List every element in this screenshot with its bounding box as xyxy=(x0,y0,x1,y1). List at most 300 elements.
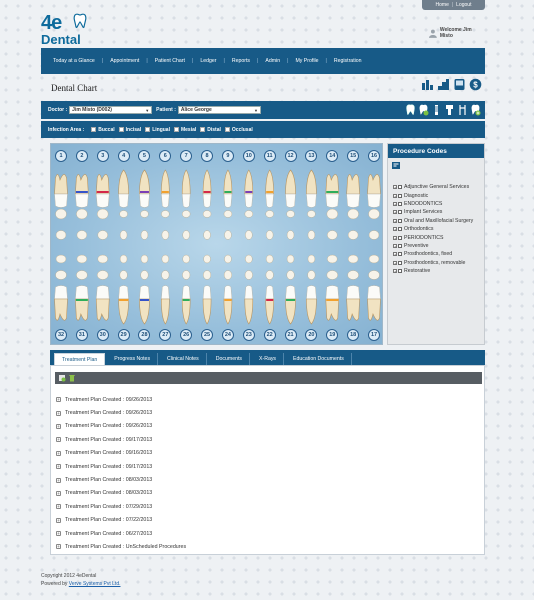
lower-tooth-root xyxy=(347,299,360,320)
upper-tooth-root xyxy=(245,170,253,194)
probe-icon[interactable] xyxy=(457,104,468,116)
checkbox[interactable] xyxy=(145,127,150,132)
expand-icon[interactable]: + xyxy=(394,243,397,249)
treatment-plan-row[interactable] xyxy=(56,514,186,527)
logout-link[interactable]: Logout xyxy=(456,2,472,8)
logo[interactable] xyxy=(41,12,101,48)
procedure-item[interactable] xyxy=(393,242,484,250)
expand-icon[interactable]: + xyxy=(394,193,397,199)
upper-tooth-crown xyxy=(286,194,296,208)
lower-occlusal-view xyxy=(348,271,359,280)
implant-icon[interactable] xyxy=(431,104,442,116)
expand-icon[interactable]: + xyxy=(57,397,60,403)
welcome-message xyxy=(429,27,485,39)
treatment-plan-panel xyxy=(50,365,485,555)
dental-tool-icons xyxy=(405,104,481,116)
expand-icon[interactable]: + xyxy=(57,450,60,456)
procedure-label: PERIODONTICS xyxy=(404,234,444,241)
lower-tooth-marker xyxy=(183,299,190,301)
expand-icon[interactable]: + xyxy=(57,477,60,483)
checkbox[interactable] xyxy=(398,252,402,256)
tab-x-rays[interactable]: X-Rays xyxy=(252,353,284,365)
lower-tooth-crown xyxy=(266,286,274,300)
upper-tooth-crown xyxy=(182,194,190,208)
tooth-number[interactable]: 8 xyxy=(201,150,213,162)
lower-tooth-crown xyxy=(306,286,316,300)
expand-icon[interactable]: + xyxy=(57,410,60,416)
treatment-plan-label: Treatment Plan Created : 08/03/2013 xyxy=(65,490,153,497)
company-link[interactable]: Verve Systems Pvt Ltd. xyxy=(68,581,121,588)
tooth-check-icon[interactable] xyxy=(418,104,429,116)
chart-view-icons xyxy=(421,78,482,91)
nav-sep: | xyxy=(146,58,148,64)
expand-icon[interactable]: + xyxy=(57,490,60,496)
tab-documents[interactable]: Documents xyxy=(209,353,250,365)
treatment-plan-row[interactable] xyxy=(56,500,186,513)
upper-occlusal-view xyxy=(140,211,148,218)
lower-occlusal-view xyxy=(76,271,87,280)
upper-incisal-view xyxy=(369,231,379,240)
upper-tooth-marker xyxy=(224,191,231,193)
tooth-number[interactable]: 10 xyxy=(243,150,255,162)
procedure-label: Oral and Maxillofacial Surgery xyxy=(404,217,474,224)
upper-tooth-root xyxy=(139,170,149,194)
lower-tooth-crown xyxy=(224,286,232,300)
upper-tooth-crown xyxy=(326,194,339,208)
tooth-number[interactable]: 22 xyxy=(264,329,276,341)
lower-tooth-root xyxy=(139,299,149,324)
option-label: Buccal xyxy=(98,126,115,133)
upper-tooth-root xyxy=(161,170,169,194)
checkbox[interactable] xyxy=(398,261,402,265)
tooth-number[interactable]: 12 xyxy=(285,150,297,162)
checkbox[interactable] xyxy=(119,127,124,132)
lower-tooth-marker xyxy=(76,299,88,301)
treatment-plan-row[interactable] xyxy=(56,473,186,486)
infection-distal[interactable] xyxy=(200,127,221,133)
treatment-plan-label: Treatment Plan Created : 07/22/2013 xyxy=(65,517,153,524)
checkbox[interactable] xyxy=(398,244,402,248)
upper-incisal-view xyxy=(266,231,273,240)
doctor-value: Jim Misto (D002) xyxy=(72,107,112,113)
lower-occlusal-view xyxy=(369,271,380,280)
upper-occlusal-view xyxy=(348,209,359,219)
expand-icon[interactable]: + xyxy=(394,210,397,216)
upper-tooth-root xyxy=(266,170,274,194)
svg-text:$: $ xyxy=(473,80,478,90)
nav-registration[interactable]: Registration xyxy=(333,58,362,64)
tooth-tool-icon[interactable] xyxy=(405,104,416,116)
procedure-label: Diagnostic xyxy=(404,192,429,199)
add-plan-icon[interactable] xyxy=(58,374,66,382)
lower-incisal-view xyxy=(183,255,190,263)
nav-patient-chart[interactable]: Patient Chart xyxy=(154,58,185,64)
tooth-number[interactable]: 16 xyxy=(368,150,380,162)
upper-tooth-marker xyxy=(162,191,169,193)
upper-incisal-view xyxy=(327,231,337,240)
upper-tooth-crown xyxy=(245,194,253,208)
lower-tooth-crown xyxy=(161,286,169,300)
patient-label: Patient : xyxy=(156,107,176,113)
copyright-text: Copyright 2012 4eDental xyxy=(41,573,97,579)
tooth-number[interactable]: 14 xyxy=(326,150,338,162)
lower-tooth-root xyxy=(75,299,88,320)
lower-occlusal-view xyxy=(141,271,149,280)
upper-tooth-crown xyxy=(139,194,149,208)
treatment-plan-label: Treatment Plan Created : 09/26/2013 xyxy=(65,396,153,403)
upper-incisal-view xyxy=(245,231,252,240)
treatment-plan-row[interactable] xyxy=(56,406,186,419)
nav-today[interactable]: Today at a Glance xyxy=(53,58,95,64)
upper-tooth-crown xyxy=(224,194,232,208)
expand-icon[interactable]: + xyxy=(57,544,60,550)
tooth-number[interactable]: 13 xyxy=(305,150,317,162)
lower-occlusal-view xyxy=(287,271,295,280)
footer xyxy=(41,572,120,589)
upper-occlusal-view xyxy=(369,209,380,219)
lower-tooth-root xyxy=(224,299,232,324)
lower-tooth-root xyxy=(245,299,253,324)
treatment-plan-row[interactable] xyxy=(56,487,186,500)
tooth-number[interactable]: 17 xyxy=(368,329,380,341)
nav-sep: | xyxy=(191,58,194,64)
lower-tooth-root xyxy=(203,299,211,324)
expand-icon[interactable]: + xyxy=(57,464,60,470)
lower-incisal-view xyxy=(162,255,169,263)
infection-label: Infection Area : xyxy=(48,126,85,133)
procedure-item[interactable] xyxy=(393,259,484,267)
option-label: Lingual xyxy=(152,126,170,133)
upper-tooth-root xyxy=(55,174,68,194)
tooth-number[interactable]: 7 xyxy=(180,150,192,162)
treatment-plan-row[interactable] xyxy=(56,433,186,446)
device-icon[interactable] xyxy=(453,78,466,91)
lower-tooth-root xyxy=(266,299,274,324)
procedure-label: ENDODONTICS xyxy=(404,200,443,207)
upper-tooth-root xyxy=(224,170,232,194)
expand-icon[interactable]: + xyxy=(57,517,60,523)
nav-my-profile[interactable]: My Profile xyxy=(295,58,319,64)
lower-occlusal-view xyxy=(56,271,67,280)
tooth-number[interactable]: 29 xyxy=(118,329,130,341)
tab-education-documents[interactable]: Education Documents xyxy=(286,353,352,365)
tooth-number[interactable]: 3 xyxy=(97,150,109,162)
welcome-text: Welcome Jim Misto xyxy=(439,27,472,39)
lower-tooth-root xyxy=(55,299,68,320)
treatment-plan-label: Treatment Plan Created : 09/26/2013 xyxy=(65,410,153,417)
upper-tooth-crown xyxy=(119,194,129,208)
infection-buccal[interactable] xyxy=(91,127,114,133)
tab-clinical-notes[interactable]: Clinical Notes xyxy=(160,353,207,365)
treatment-plan-label: Treatment Plan Created : 09/17/2013 xyxy=(65,463,153,470)
treatment-plan-row[interactable] xyxy=(56,540,186,553)
upper-incisal-view xyxy=(287,231,294,240)
lower-occlusal-view xyxy=(162,271,170,280)
lower-incisal-view xyxy=(327,255,337,263)
checkbox[interactable] xyxy=(200,127,205,132)
nav-sep: | xyxy=(101,58,104,64)
procedure-tree xyxy=(388,183,484,275)
tooth-number[interactable]: 21 xyxy=(285,329,297,341)
expand-icon[interactable]: + xyxy=(57,437,60,443)
upper-occlusal-view xyxy=(245,211,253,218)
upper-incisal-view xyxy=(120,231,127,240)
expand-icon[interactable]: + xyxy=(394,218,397,224)
nav-sep: | xyxy=(325,58,327,64)
tooth-number[interactable]: 9 xyxy=(222,150,234,162)
nav-admin[interactable]: Admin xyxy=(265,58,281,64)
filter-bar xyxy=(41,101,485,119)
upper-tooth-crown xyxy=(55,194,68,208)
chevron-down-icon: ▼ xyxy=(253,107,258,113)
option-label: Occlusal xyxy=(231,126,253,133)
tooth-number[interactable]: 15 xyxy=(347,150,359,162)
nav-reports[interactable]: Reports xyxy=(231,58,251,64)
tooth-number[interactable]: 28 xyxy=(138,329,150,341)
treatment-plan-label: Treatment Plan Created : 09/16/2013 xyxy=(65,450,153,457)
main-nav xyxy=(41,48,485,74)
upper-incisal-view xyxy=(308,231,315,240)
tooth-number[interactable]: 4 xyxy=(118,150,130,162)
treatment-plan-row[interactable] xyxy=(56,460,186,473)
tooth-number[interactable]: 2 xyxy=(76,150,88,162)
logo-bottom: Dental xyxy=(41,32,81,47)
lower-incisal-view xyxy=(369,255,379,263)
nav-sep: | xyxy=(257,58,259,64)
lower-occlusal-view xyxy=(97,271,108,280)
lower-tooth-marker xyxy=(140,299,149,301)
procedure-item[interactable] xyxy=(393,208,484,216)
procedure-item[interactable] xyxy=(393,225,484,233)
lower-tooth-root xyxy=(368,299,381,320)
infection-incisal[interactable] xyxy=(119,127,142,133)
treatment-plan-label: Treatment Plan Created : 09/17/2013 xyxy=(65,436,153,443)
user-icon xyxy=(429,29,437,38)
lower-occlusal-view xyxy=(266,271,274,280)
lower-tooth-marker xyxy=(224,299,231,301)
tooth-number[interactable]: 20 xyxy=(305,329,317,341)
lower-tooth-crown xyxy=(286,286,296,300)
treatment-plan-row[interactable] xyxy=(56,447,186,460)
procedure-codes-title: Procedure Codes xyxy=(388,144,484,158)
tooth-number[interactable]: 19 xyxy=(326,329,338,341)
procedure-item[interactable] xyxy=(393,217,484,225)
lower-incisal-view xyxy=(287,255,294,263)
procedure-label: Preventive xyxy=(404,242,429,249)
doctor-select[interactable] xyxy=(69,106,152,114)
option-label: Distal xyxy=(207,126,221,133)
treatment-plan-row[interactable] xyxy=(56,393,186,406)
lower-tooth-crown xyxy=(326,286,339,300)
upper-tooth-crown xyxy=(161,194,169,208)
tooth-number[interactable]: 6 xyxy=(159,150,171,162)
infection-lingual[interactable] xyxy=(145,127,170,133)
infection-mesial[interactable] xyxy=(174,127,196,133)
upper-occlusal-view xyxy=(327,209,338,219)
lower-tooth-crown xyxy=(119,286,129,300)
expand-icon[interactable]: + xyxy=(394,260,397,266)
nav-ledger[interactable]: Ledger xyxy=(200,58,217,64)
expand-icon[interactable]: + xyxy=(394,235,397,241)
lower-incisal-view xyxy=(348,255,358,263)
detail-tabs xyxy=(50,350,485,365)
upper-tooth-marker xyxy=(266,191,273,193)
lower-occlusal-view xyxy=(203,271,211,280)
bar-chart-icon[interactable] xyxy=(421,78,434,91)
lower-occlusal-view xyxy=(245,271,253,280)
lower-tooth-crown xyxy=(55,286,68,300)
upper-tooth-marker xyxy=(97,191,109,193)
tooth-number[interactable]: 1 xyxy=(55,150,67,162)
expand-icon[interactable]: + xyxy=(394,269,397,275)
infection-occlusal[interactable] xyxy=(225,127,253,133)
expand-icon[interactable]: + xyxy=(394,252,397,258)
lower-incisal-view xyxy=(141,255,148,263)
teeth-drawing xyxy=(51,144,383,345)
crown-icon[interactable] xyxy=(444,104,455,116)
upper-incisal-view xyxy=(162,231,169,240)
tab-progress-notes[interactable]: Progress Notes xyxy=(107,353,158,365)
upper-tooth-marker xyxy=(140,191,149,193)
checkbox[interactable] xyxy=(398,210,402,214)
procedure-item[interactable] xyxy=(393,267,484,275)
top-links xyxy=(422,0,485,10)
checkbox[interactable] xyxy=(398,202,402,206)
delete-plan-icon[interactable] xyxy=(68,374,76,382)
lower-tooth-crown xyxy=(347,286,360,300)
expand-icon[interactable]: + xyxy=(57,423,60,429)
checkbox[interactable] xyxy=(174,127,179,132)
patient-select[interactable] xyxy=(178,106,261,114)
upper-occlusal-view xyxy=(120,211,128,218)
procedure-label: Orthodontics xyxy=(404,226,434,233)
tooth-number[interactable]: 25 xyxy=(201,329,213,341)
home-link[interactable]: Home xyxy=(435,2,449,8)
lower-incisal-view xyxy=(120,255,127,263)
expand-icon[interactable]: + xyxy=(394,201,397,207)
checkbox[interactable] xyxy=(398,194,402,198)
nav-sep: | xyxy=(223,58,225,64)
doctor-label: Doctor : xyxy=(48,107,68,113)
lower-incisal-view xyxy=(266,255,273,263)
upper-tooth-root xyxy=(203,170,211,194)
upper-incisal-view xyxy=(224,231,231,240)
lower-tooth-root xyxy=(119,299,129,324)
tooth-number[interactable]: 5 xyxy=(138,150,150,162)
lower-occlusal-view xyxy=(182,271,190,280)
powered-by xyxy=(41,580,120,588)
upper-tooth-marker xyxy=(245,191,252,193)
chevron-down-icon: ▼ xyxy=(145,107,150,113)
lower-tooth-root xyxy=(182,299,190,324)
lower-tooth-crown xyxy=(368,286,381,300)
tree-toggle-icon[interactable] xyxy=(392,162,400,169)
procedure-item[interactable] xyxy=(393,191,484,199)
expand-icon[interactable]: + xyxy=(57,531,60,537)
upper-incisal-view xyxy=(204,231,211,240)
lower-tooth-marker xyxy=(326,299,338,301)
procedure-item[interactable] xyxy=(393,233,484,241)
upper-tooth-crown xyxy=(75,194,88,208)
upper-tooth-root xyxy=(182,170,190,194)
tooth-number[interactable]: 31 xyxy=(76,329,88,341)
expand-icon[interactable]: + xyxy=(394,227,397,233)
upper-incisal-view xyxy=(141,231,148,240)
treatment-plan-label: Treatment Plan Created : UnScheduled Procedures xyxy=(65,543,187,550)
tooth-logo-icon xyxy=(73,13,87,29)
procedure-label: Prosthodontics, removable xyxy=(404,259,466,266)
tab-treatment-plan[interactable]: Treatment Plan xyxy=(54,353,105,365)
procedure-item[interactable] xyxy=(393,183,484,191)
lower-incisal-view xyxy=(204,255,211,263)
upper-tooth-crown xyxy=(347,194,360,208)
lower-tooth-crown xyxy=(182,286,190,300)
lower-occlusal-view xyxy=(308,271,316,280)
checkbox[interactable] xyxy=(398,219,402,223)
nav-sep: | xyxy=(287,58,289,64)
panel-toolbar xyxy=(55,372,482,384)
expand-icon[interactable]: + xyxy=(57,504,60,510)
checkbox[interactable] xyxy=(398,227,402,231)
tooth-add-icon[interactable] xyxy=(470,104,481,116)
tooth-chart xyxy=(50,143,383,345)
tooth-number[interactable]: 26 xyxy=(180,329,192,341)
upper-incisal-view xyxy=(183,231,190,240)
lower-occlusal-view xyxy=(327,271,338,280)
logo-top: 4e xyxy=(41,12,62,34)
lower-tooth-root xyxy=(286,299,296,324)
checkbox[interactable] xyxy=(398,269,402,273)
procedure-item[interactable] xyxy=(393,200,484,208)
lower-tooth-marker xyxy=(119,299,128,301)
upper-occlusal-view xyxy=(56,209,67,219)
checkbox[interactable] xyxy=(398,236,402,240)
upper-tooth-root xyxy=(306,170,316,194)
tooth-number[interactable]: 24 xyxy=(222,329,234,341)
lower-incisal-view xyxy=(224,255,231,263)
expand-icon[interactable]: + xyxy=(394,185,397,191)
tooth-number[interactable]: 11 xyxy=(264,150,276,162)
tooth-number[interactable]: 23 xyxy=(243,329,255,341)
treatment-plan-label: Treatment Plan Created : 09/26/2013 xyxy=(65,423,153,430)
lower-tooth-root xyxy=(306,299,316,324)
tooth-number[interactable]: 30 xyxy=(97,329,109,341)
tooth-number[interactable]: 18 xyxy=(347,329,359,341)
checkbox[interactable] xyxy=(398,185,402,189)
lower-tooth-crown xyxy=(245,286,253,300)
lower-tooth-marker xyxy=(286,299,295,301)
procedure-label: Adjunctive General Services xyxy=(404,184,470,191)
lower-tooth-root xyxy=(96,299,109,320)
step-chart-icon[interactable] xyxy=(437,78,450,91)
tooth-number[interactable]: 27 xyxy=(159,329,171,341)
upper-tooth-root xyxy=(286,170,296,194)
treatment-plan-row[interactable] xyxy=(56,527,186,540)
upper-tooth-root xyxy=(347,174,360,194)
nav-appointment[interactable]: Appointment xyxy=(110,58,140,64)
checkbox[interactable] xyxy=(225,127,230,132)
upper-incisal-view xyxy=(348,231,358,240)
tooth-number[interactable]: 32 xyxy=(55,329,67,341)
procedure-item[interactable] xyxy=(393,250,484,258)
upper-occlusal-view xyxy=(224,211,232,218)
upper-occlusal-view xyxy=(203,211,211,218)
treatment-plan-row[interactable] xyxy=(56,420,186,433)
upper-occlusal-view xyxy=(97,209,108,219)
lower-tooth-crown xyxy=(139,286,149,300)
dollar-icon[interactable] xyxy=(469,78,482,91)
checkbox[interactable] xyxy=(91,127,96,132)
